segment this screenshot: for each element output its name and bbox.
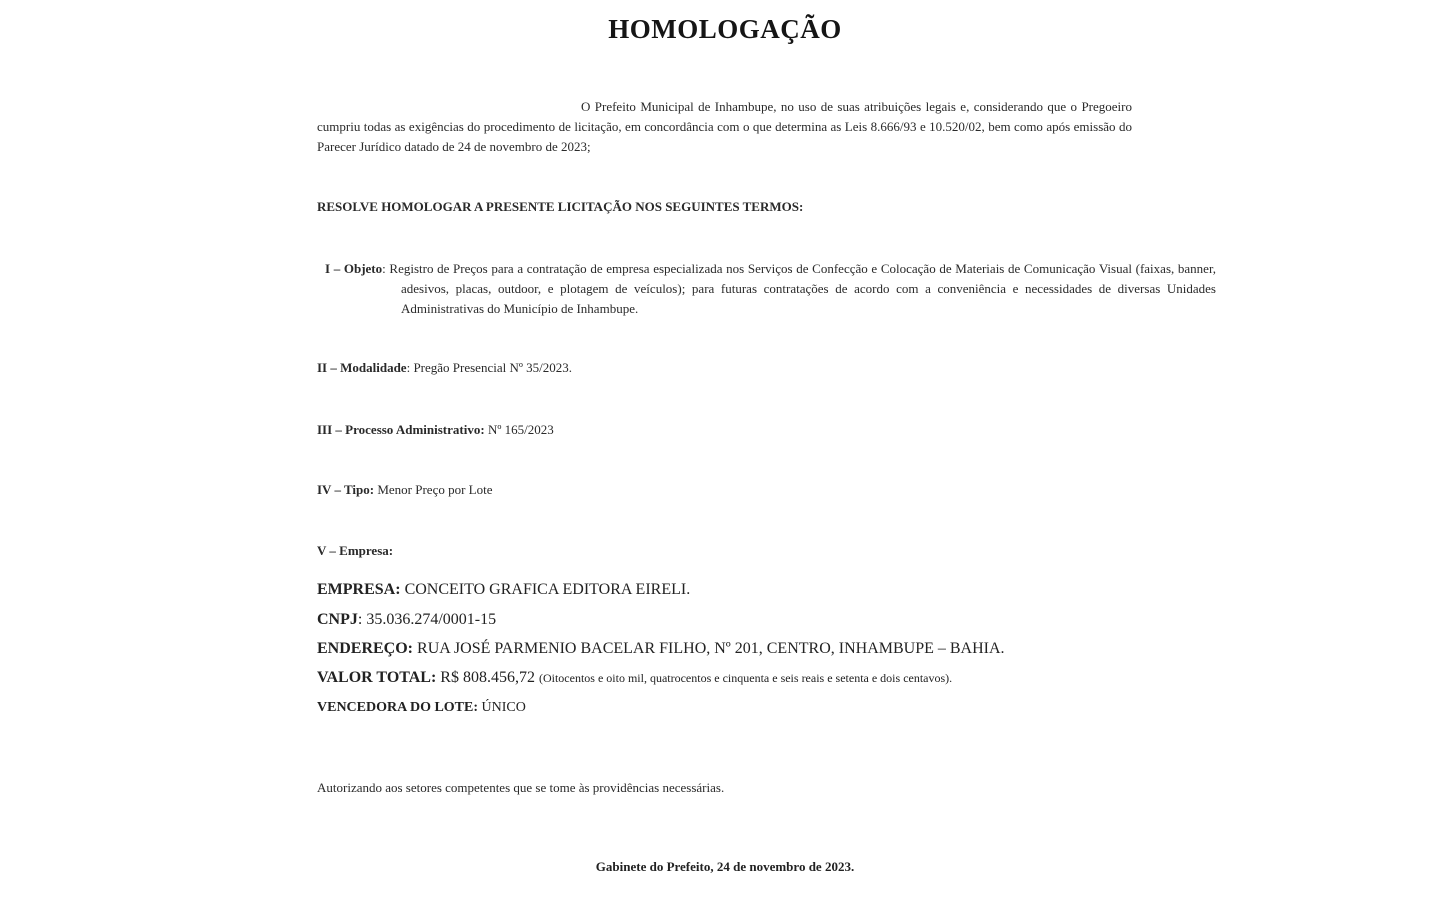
- cnpj-label: CNPJ: [317, 611, 358, 628]
- intro-paragraph: O Prefeito Municipal de Inhambupe, no uso de suas atribuições legais e, considerando que o Pregoeiro cumpriu todas as exigências do procedimento de licitação, em concordância com o que determina as Leis 8.666/93 e 10.520/02, bem como após emissão do Parecer Jurídico datado de 24 de novembro de 2023;: [317, 99, 1132, 154]
- valor-extenso: (Oitocentos e oito mil, quatrocentos e cinquenta e seis reais e setenta e dois centavos).: [538, 671, 953, 685]
- valor-label: VALOR TOTAL:: [317, 669, 437, 686]
- resolve-statement: RESOLVE HOMOLOGAR A PRESENTE LICITAÇÃO NOS SEGUINTES TERMOS:: [317, 199, 804, 214]
- modalidade-label: II – Modalidade: [317, 360, 407, 375]
- empresa-label: EMPRESA:: [317, 581, 401, 598]
- vencedora-label: VENCEDORA DO LOTE:: [317, 700, 479, 715]
- empresa-line: [317, 579, 1217, 601]
- endereco-label: ENDEREÇO:: [317, 640, 414, 657]
- objeto-text: : Registro de Preços para a contratação de empresa especializada nos Serviços de Confecção e Colocação de Materiais de Comunicação Visual (faixas, banner, adesivos, placas, outdoor, e plotagem de veículos); para futuras contratações de acordo com a conveniência e necessidades de diversas Unidades Administrativas do Município de Inhambupe.: [382, 261, 1216, 316]
- endereco-line: [317, 638, 1217, 660]
- tipo-label: IV – Tipo:: [317, 482, 375, 497]
- processo-text: Nº 165/2023: [484, 422, 554, 437]
- processo-label: III – Processo Administrativo:: [317, 422, 485, 437]
- cnpj-line: [317, 609, 1217, 631]
- empresa-heading: V – Empresa:: [317, 543, 394, 558]
- valor-line: [317, 667, 1217, 689]
- autorizando-paragraph: Autorizando aos setores competentes que se tome às providências necessárias.: [317, 780, 725, 795]
- objeto-section: [317, 259, 1216, 319]
- empresa-value: CONCEITO GRAFICA EDITORA EIRELI.: [400, 581, 691, 598]
- endereco-value: RUA JOSÉ PARMENIO BACELAR FILHO, Nº 201, CENTRO, INHAMBUPE – BAHIA.: [413, 640, 1005, 657]
- tipo-section: [317, 480, 1132, 500]
- vencedora-value: ÚNICO: [478, 700, 526, 715]
- objeto-label: I – Objeto: [325, 261, 383, 276]
- cnpj-value: : 35.036.274/0001-15: [357, 611, 497, 628]
- valor-value: R$ 808.456,72: [436, 669, 539, 686]
- modalidade-section: [317, 358, 1132, 378]
- vencedora-line: [317, 697, 1217, 719]
- processo-section: [317, 420, 1132, 440]
- modalidade-text: : Pregão Presencial Nº 35/2023.: [406, 360, 572, 375]
- gabinete-date-line: Gabinete do Prefeito, 24 de novembro de 2023.: [595, 859, 855, 874]
- tipo-text: Menor Preço por Lote: [374, 482, 493, 497]
- document-title: HOMOLOGAÇÃO: [608, 14, 842, 44]
